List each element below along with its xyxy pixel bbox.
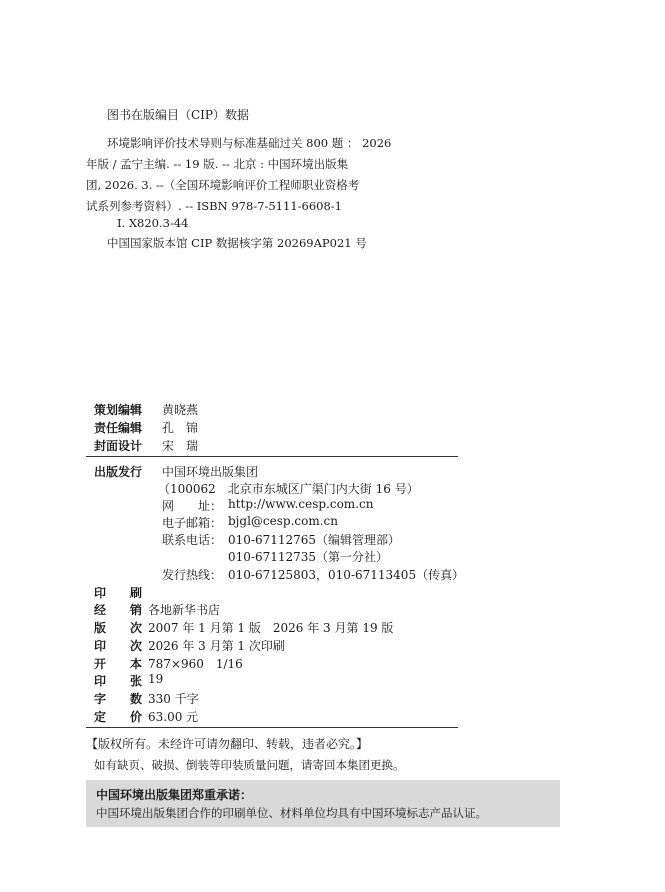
- phone-value-1: 010-67112765（编辑管理部）: [228, 533, 401, 547]
- commitment-title: 中国环境出版集团郑重承诺：: [96, 788, 253, 802]
- spec-label-sheets: 印 张: [94, 674, 143, 688]
- website-label: 网 址：: [162, 499, 223, 513]
- editor-value-responsible: 孔 锦: [162, 421, 199, 435]
- quality-note: 如有缺页、破损、倒装等印装质量问题，请寄回本集团更换。: [94, 758, 405, 772]
- copyright-notice: 【版权所有。未经许可请勿翻印、转载，违者必究。】: [86, 737, 369, 751]
- hotline-label: 发行热线：: [162, 568, 223, 582]
- editor-label-responsible: 责任编辑: [94, 421, 143, 435]
- commitment-text: 中国环境出版集团合作的印刷单位、材料单位均具有中国环境标志产品认证。: [96, 806, 487, 820]
- cip-line-1: 环境影响评价技术导则与标准基础过关 800 题 ： 2026: [107, 136, 392, 150]
- divider-bottom: [86, 727, 458, 728]
- spec-value-wordcount: 330 千字: [148, 692, 199, 706]
- cip-classification: Ⅰ. X820.3-44: [117, 216, 189, 230]
- spec-value-impression: 2026 年 3 月第 1 次印刷: [148, 639, 285, 653]
- cip-line-3: 团, 2026. 3. --（全国环境影响评价工程师职业资格考: [86, 178, 360, 192]
- spec-label-wordcount: 字 数: [94, 692, 143, 706]
- spec-value-sheets: 19: [148, 672, 164, 686]
- spec-label-edition: 版 次: [94, 621, 143, 635]
- cip-title: 图书在版编目（CIP）数据: [107, 108, 249, 122]
- spec-value-format: 787×960 1/16: [148, 657, 243, 671]
- spec-value-price: 63.00 元: [148, 710, 199, 724]
- spec-value-distribution: 各地新华书店: [148, 603, 221, 617]
- spec-value-edition: 2007 年 1 月第 1 版 2026 年 3 月第 19 版: [148, 621, 394, 635]
- publisher-address: （100062 北京市东城区广渠门内大街 16 号）: [158, 482, 419, 496]
- phone-label: 联系电话：: [162, 533, 223, 547]
- commitment-box: [86, 780, 560, 827]
- editor-value-cover: 宋 瑞: [162, 439, 199, 453]
- cip-line-4: 试系列参考资料）. -- ISBN 978-7-5111-6608-1: [86, 199, 342, 213]
- divider-top: [86, 456, 458, 457]
- spec-label-price: 定 价: [94, 710, 143, 724]
- publisher-name: 中国环境出版集团: [162, 465, 259, 479]
- spec-label-format: 开 本: [94, 657, 143, 671]
- spec-label-distribution: 经 销: [94, 603, 143, 617]
- email-value[interactable]: bjgl@cesp.com.cn: [228, 514, 338, 528]
- cip-line-2: 年版 / 孟宁主编. -- 19 版. -- 北京 : 中国环境出版集: [86, 157, 349, 171]
- cip-record: 中国国家版本馆 CIP 数据核字第 20269AP021 号: [107, 236, 367, 250]
- website-value[interactable]: http://www.cesp.com.cn: [228, 497, 374, 511]
- editor-label-planning: 策划编辑: [94, 403, 143, 417]
- editor-label-cover: 封面设计: [94, 439, 143, 453]
- spec-label-impression: 印 次: [94, 639, 143, 653]
- hotline-value: 010-67125803，010-67113405（传真）: [228, 568, 465, 582]
- publisher-label: 出版发行: [94, 465, 143, 479]
- editor-value-planning: 黄晓燕: [162, 403, 199, 417]
- spec-label-printing: 印 刷: [94, 586, 143, 600]
- phone-value-2: 010-67112735（第一分社）: [228, 550, 389, 564]
- email-label: 电子邮箱：: [162, 516, 223, 530]
